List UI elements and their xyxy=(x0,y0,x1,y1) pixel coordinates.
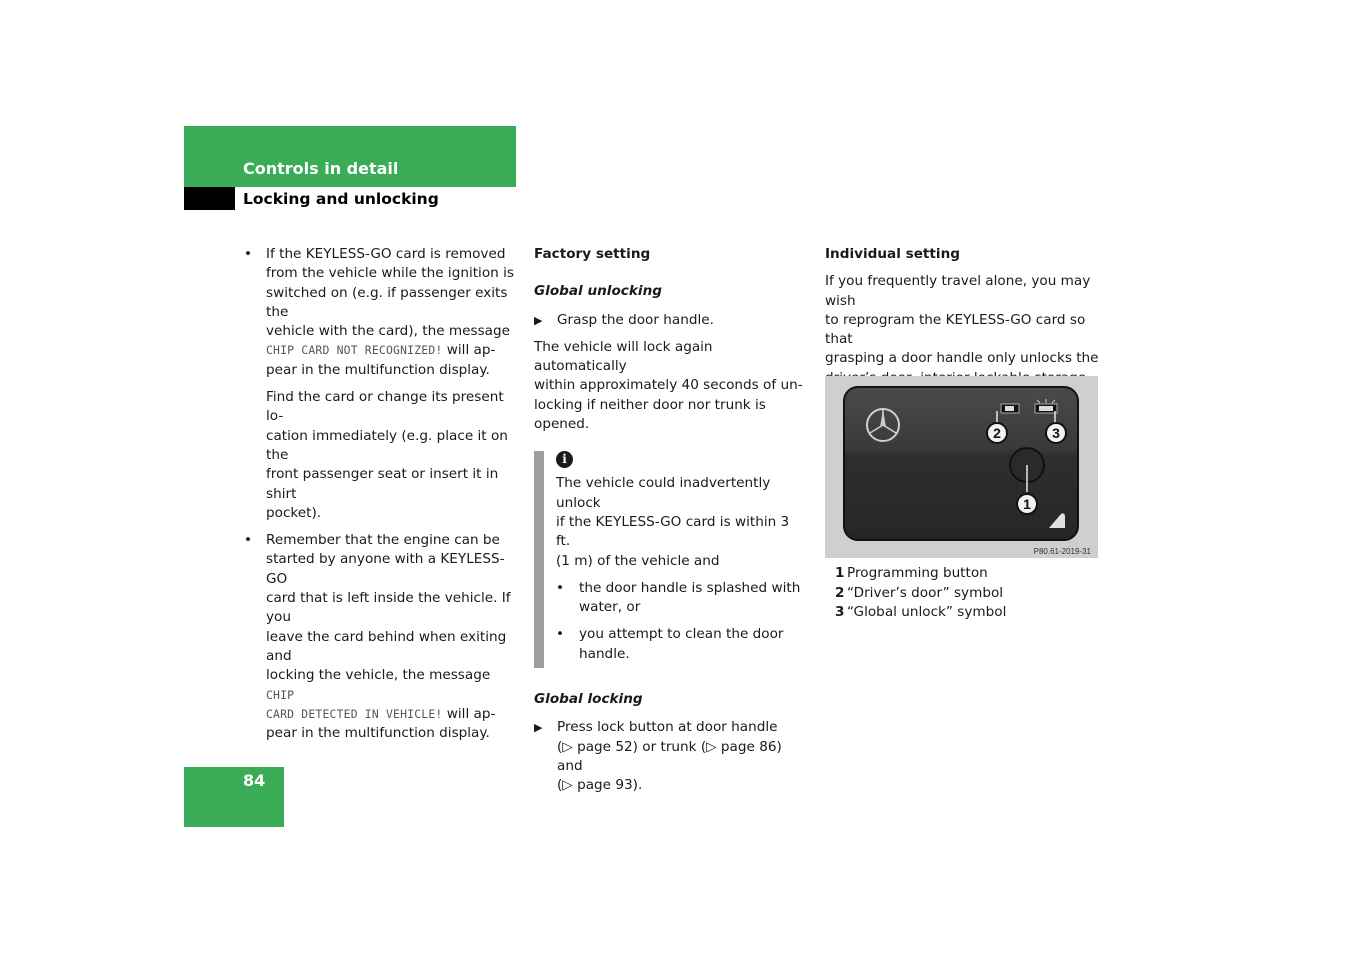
paragraph: The vehicle could inadvertently unlock if the KEYLESS-GO card is within 3 ft. (1 m) of the vehicle and xyxy=(556,475,790,569)
bullet-dot: • xyxy=(556,579,565,596)
keyless-go-card-figure xyxy=(825,376,1098,558)
bullet-item xyxy=(244,245,516,523)
paragraph: Find the card or change its present lo- cation immediately (e.g. place it on the front passenger seat or insert it in shirt pocket). xyxy=(266,389,508,521)
info-note xyxy=(534,451,806,668)
heading-factory-setting: Factory setting xyxy=(534,246,651,262)
heading-global-locking: Global locking xyxy=(534,691,643,708)
keyless-go-card-illustration xyxy=(825,376,1098,558)
figure-legend xyxy=(835,564,1006,623)
note-bar xyxy=(534,451,544,668)
legend-item: 3 “Global unlock” symbol xyxy=(835,604,1007,620)
subsection-title: Locking and unlocking xyxy=(243,190,439,208)
step-arrow-icon: ▶ xyxy=(534,313,543,327)
callout-1 xyxy=(1017,494,1037,514)
paragraph: If you frequently travel alone, you may wish to reprogram the KEYLESS-GO card so that grasping a door handle only unlocks the xyxy=(825,273,1099,367)
bullet-item xyxy=(244,531,516,743)
paragraph: If the KEYLESS-GO card is removed from the vehicle while the ignition is switched on (e.g. if passenger exits the vehicle with the card), the message CHIP CARD NOT RECOGNIZED! will ap- pear in the multifunction display. xyxy=(266,246,514,378)
paragraph: Remember that the engine can be started by anyone with a KEYLESS-GO card that is left inside the vehicle. If you leave the card behind when exiting and locking the vehicle, the message CHIP CARD DETECTED IN VEHICLE! will ap- pear in the multifunction display. xyxy=(266,532,511,742)
drivers-door-symbol-icon xyxy=(1001,404,1019,413)
legend-item: 1 Programming button xyxy=(835,565,988,581)
step-item: ▶ Press lock button at door handle (▷ page 52) or trunk (▷ page 86) and (▷ page 93). xyxy=(534,719,782,794)
column-middle xyxy=(534,245,806,796)
callout-2 xyxy=(987,423,1007,443)
section-title: Controls in detail xyxy=(243,159,399,178)
display-message: CHIP CARD NOT RECOGNIZED! xyxy=(266,343,443,358)
display-message: CHIP xyxy=(266,687,295,702)
callout-3 xyxy=(1046,423,1066,443)
column-left xyxy=(244,245,516,743)
heading-individual-setting: Individual setting xyxy=(825,246,960,262)
bullet-dot: • xyxy=(244,532,253,549)
display-message: CARD DETECTED IN VEHICLE! xyxy=(266,706,443,721)
bullet-item: • the door handle is splashed with water, or xyxy=(556,579,801,616)
info-icon: i xyxy=(556,451,573,468)
bullet-dot: • xyxy=(244,246,253,262)
global-unlock-symbol-icon xyxy=(1035,399,1057,413)
figure-code: P80.61-2019-31 xyxy=(1033,547,1091,556)
page-number-box xyxy=(184,767,284,827)
subsection-marker xyxy=(184,187,235,210)
heading-global-unlocking: Global unlocking xyxy=(534,283,662,300)
legend-item: 2 “Driver’s door” symbol xyxy=(835,584,1004,601)
page-number: 84 xyxy=(243,771,266,790)
bullet-dot: • xyxy=(556,626,565,643)
paragraph: The vehicle will lock again automatically within approximately 40 seconds of un- locking if neither door nor trunk is opened. xyxy=(534,338,803,433)
step-arrow-icon: ▶ xyxy=(534,721,543,735)
svg-text:1: 1 xyxy=(1023,496,1031,512)
step-item: ▶ Grasp the door handle. xyxy=(534,311,806,330)
svg-text:3: 3 xyxy=(1052,425,1060,441)
bullet-item: • you attempt to clean the door handle. xyxy=(556,626,784,662)
svg-text:2: 2 xyxy=(993,425,1001,441)
